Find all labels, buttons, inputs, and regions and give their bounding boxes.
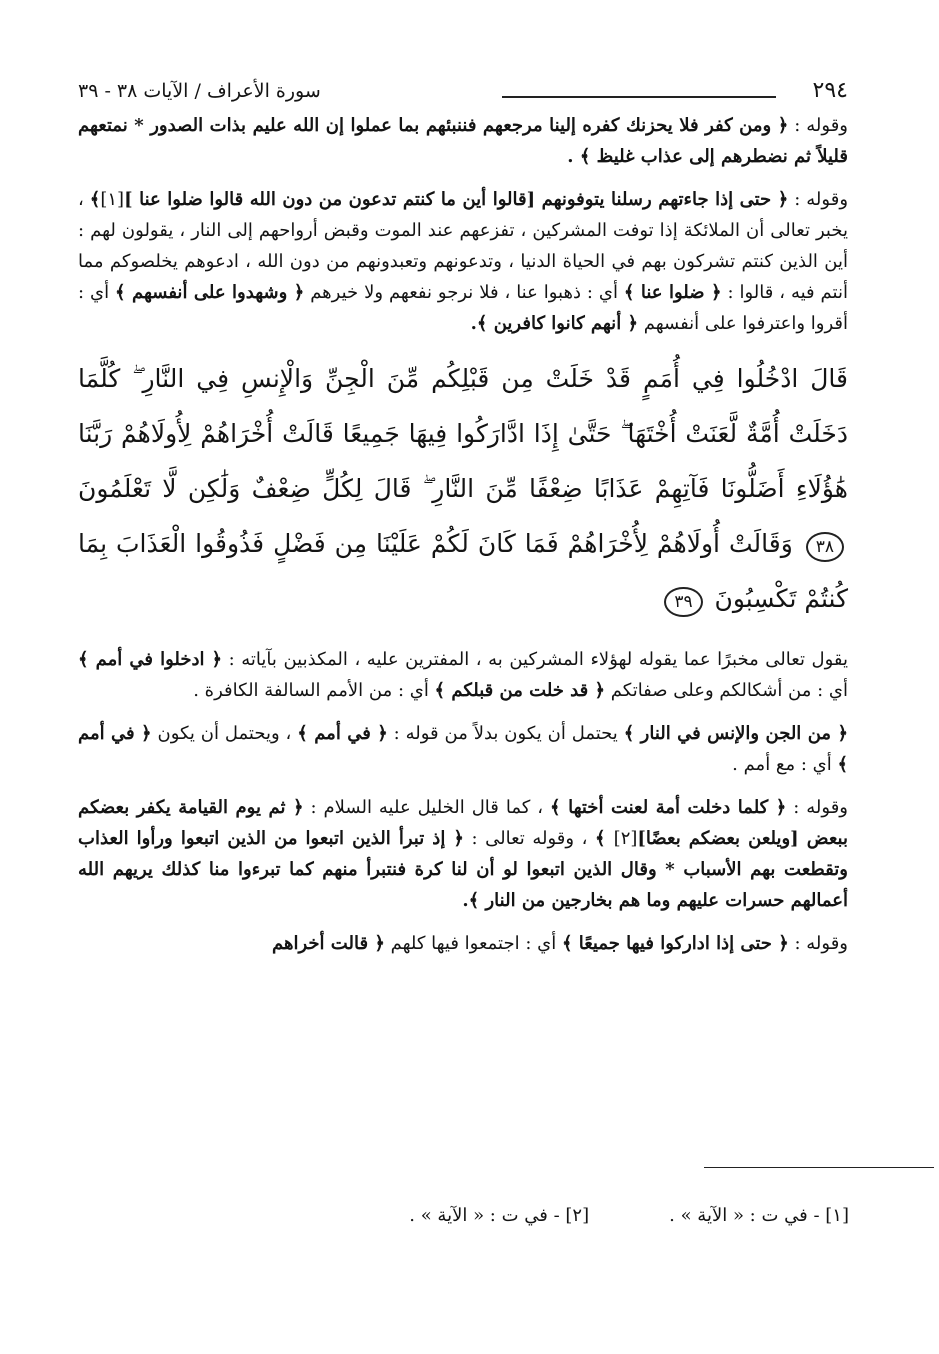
commentary-text: أي : أقروا واعترفوا على أنفسهم bbox=[78, 282, 848, 334]
commentary-text: أي : من أشكالكم وعلى صفاتكم bbox=[605, 680, 848, 701]
quoted-verse: ﴾ bbox=[89, 189, 101, 210]
page-number: ٢٩٤ bbox=[812, 78, 848, 103]
verse-38-text: قَالَ ادْخُلُوا فِي أُمَمٍ قَدْ خَلَتْ مِن قَبْلِكُم مِّنَ الْجِنِّ وَالْإِنسِ فِي النَّارِ ۖ كُلَّمَا دَخَلَتْ أُمَّةٌ لَّعَنَتْ أُخْتَهَا ۖ حَتَّىٰ إِذَا ادَّارَكُوا فِيهَا جَمِيعًا قَالَتْ أُخْرَاهُمْ لِأُولَاهُمْ رَبَّنَا هَٰؤُلَاءِ أَضَلُّونَا فَآتِهِمْ عَذَابًا ضِعْفًا مِّنَ النَّارِ ۖ قَالَ لِكُلٍّ ضِعْفٌ وَلَٰكِن لَّا تَعْلَمُونَ bbox=[78, 364, 848, 503]
commentary-text: أي : ذهبوا عنا ، فلا نرجو نفعهم ولا خيرهم bbox=[304, 282, 624, 303]
commentary-text: وقوله : bbox=[788, 189, 849, 210]
commentary-text: وقوله : bbox=[788, 115, 848, 136]
quoted-verse: ﴿ أنهم كانوا كافرين ﴾. bbox=[470, 313, 639, 334]
commentary-text: أي : اجتمعوا فيها كلهم bbox=[384, 933, 562, 954]
page-body bbox=[78, 70, 848, 971]
commentary-paragraph bbox=[78, 718, 848, 780]
ayah-marker-39: ٣٩ bbox=[664, 587, 702, 617]
quoted-verse: ﴿ حتى إذا اداركوا فيها جميعًا ﴾ bbox=[561, 933, 789, 954]
commentary-text: يحتمل أن يكون بدلاً من قوله : bbox=[387, 723, 624, 744]
page-header bbox=[78, 70, 848, 110]
commentary-text: وقوله : bbox=[786, 797, 848, 818]
commentary-text: أي : من الأمم السالفة الكافرة . bbox=[193, 680, 435, 701]
quoted-verse: ﴿ ثم يوم القيامة يكفر بعضكم ببعض [ويلعن بعضكم بعضًا] bbox=[78, 797, 848, 849]
footnotes bbox=[409, 1205, 849, 1226]
quoted-verse: ﴿ إذ تبرأ الذين اتبعوا من الذين اتبعوا ورأوا العذاب وتقطعت بهم الأسباب * وقال الذين اتبعوا لو أن لنا كرة فنتبرأ منهم كما تبرءوا منا كذلك يريهم الله أعمالهم حسرات عليهم وما هم بخارجين من النار ﴾. bbox=[78, 828, 848, 911]
quoted-verse: ﴿ من الجن والإنس في النار ﴾ bbox=[623, 723, 849, 744]
quoted-verse: ﴿ ادخلوا في أمم ﴾ bbox=[78, 649, 223, 670]
quoted-verse: ﴿ ضلوا عنا ﴾ bbox=[623, 282, 722, 303]
ayah-marker-38: ٣٨ bbox=[806, 532, 844, 562]
quoted-verse: ﴿ كلما دخلت أمة لعنت أختها ﴾ bbox=[550, 797, 787, 818]
commentary-paragraph bbox=[78, 792, 848, 916]
commentary-text: ، يخبر تعالى أن الملائكة إذا توفت المشركين ، تفزعهم عند الموت وقبض أرواحهم إلى النار ، يقولون لهم : أين الذين كنتم تشركون بهم في الحياة الدنيا ، وتدعونهم وتعبدونهم من دون الله ، ادعوهم يخلصوكم مما أنتم فيه ، قالوا : bbox=[78, 189, 848, 303]
commentary-text: يقول تعالى مخبرًا عما يقوله لهؤلاء المشركين به ، المفترين عليه ، المكذبين بآياته : bbox=[222, 649, 848, 670]
commentary-paragraph bbox=[78, 184, 848, 339]
commentary-text: ، ويحتمل أن يكون bbox=[151, 723, 298, 744]
footnote-rule bbox=[704, 1167, 934, 1168]
quoted-verse: ﴿ وشهدوا على أنفسهم ﴾ bbox=[114, 282, 305, 303]
footnote-2: [٢] - في ت : « الآية » . bbox=[409, 1205, 590, 1226]
commentary-text: [٢] bbox=[613, 828, 638, 849]
commentary-block-1 bbox=[78, 110, 848, 339]
header-rule bbox=[502, 96, 776, 98]
commentary-paragraph bbox=[78, 644, 848, 706]
commentary-text: أي : مع أمم . bbox=[732, 754, 838, 775]
verse-39-text: وَقَالَتْ أُولَاهُمْ لِأُخْرَاهُمْ فَمَا كَانَ لَكُمْ عَلَيْنَا مِن فَضْلٍ فَذُوقُوا الْعَذَابَ بِمَا كُنتُمْ تَكْسِبُونَ bbox=[78, 529, 848, 613]
quoted-verse: ﴿ في أمم ﴾ bbox=[78, 723, 848, 775]
quoted-verse: ﴿ ومن كفر فلا يحزنك كفره إلينا مرجعهم فننبئهم بما عملوا إن الله عليم بذات الصدور * نمتعهم قليلاً ثم نضطرهم إلى عذاب غليظ ﴾ . bbox=[78, 115, 848, 167]
quoted-verse: ﴿ قالت أخراهم bbox=[272, 933, 385, 954]
footnote-1: [١] - في ت : « الآية » . bbox=[669, 1205, 849, 1226]
commentary-text: وقوله : bbox=[788, 933, 848, 954]
running-title: سورة الأعراف / الآيات ٣٨ - ٣٩ bbox=[78, 80, 321, 102]
quoted-verse: ﴿ في أمم ﴾ bbox=[297, 723, 388, 744]
commentary-block-2 bbox=[78, 644, 848, 959]
commentary-text: ، كما قال الخليل عليه السلام : bbox=[303, 797, 551, 818]
quoted-verse: ﴾ bbox=[595, 828, 614, 849]
quoted-verse: ﴿ قد خلت من قبلكم ﴾ bbox=[434, 680, 606, 701]
commentary-paragraph bbox=[78, 110, 848, 172]
quran-verses bbox=[78, 351, 848, 626]
commentary-text: ، وقوله تعالى : bbox=[463, 828, 596, 849]
quoted-verse: ﴿ حتى إذا جاءتهم رسلنا يتوفونهم [قالوا أين ما كنتم تدعون من دون الله قالوا ضلوا عنا ] bbox=[124, 189, 789, 210]
commentary-text: [١] bbox=[100, 189, 125, 210]
commentary-paragraph bbox=[78, 928, 848, 959]
